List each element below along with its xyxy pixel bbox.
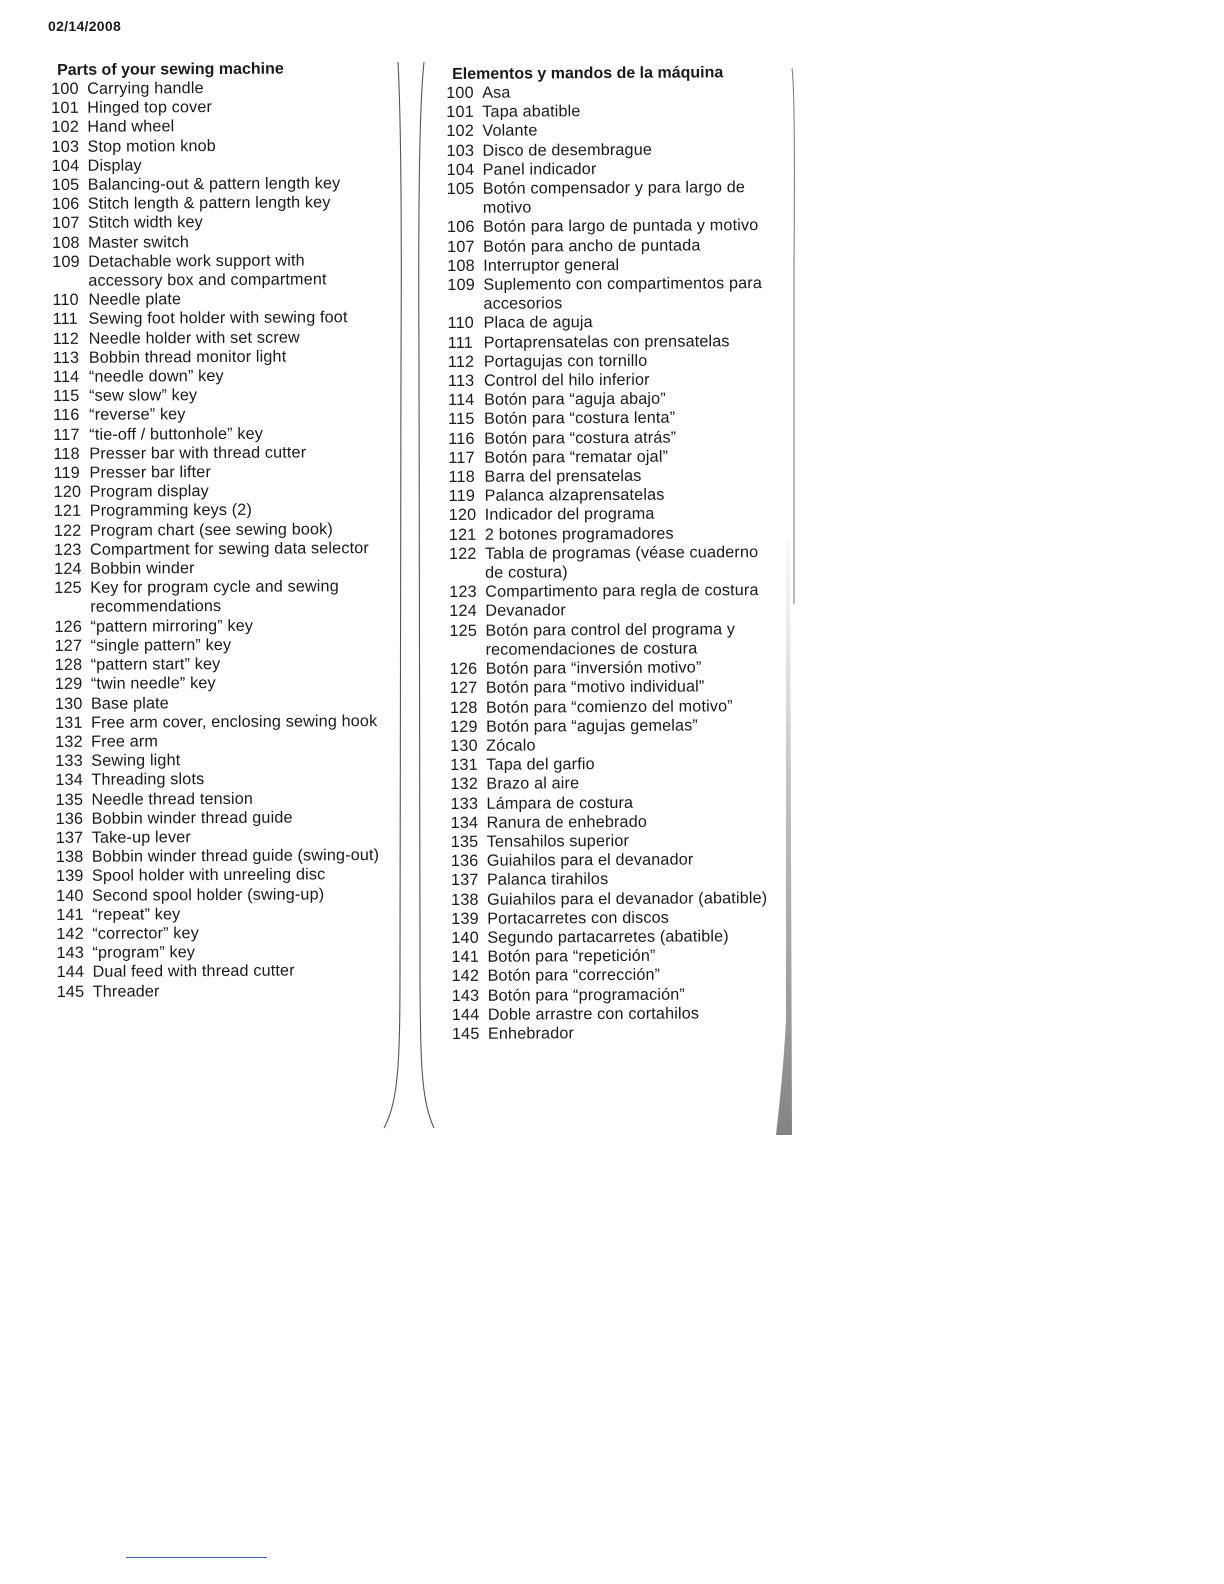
part-description: Botón para ancho de puntada <box>483 236 701 256</box>
spanish-part-item <box>450 735 770 756</box>
page-date: 02/14/2008 <box>48 18 122 34</box>
english-part-item <box>54 500 384 521</box>
english-part-item <box>57 961 387 982</box>
spanish-part-item <box>449 505 769 526</box>
footer-link-underline <box>126 1557 267 1558</box>
part-number: 136 <box>450 851 479 871</box>
part-description: Devanador <box>485 601 566 621</box>
part-number: 124 <box>449 602 477 621</box>
spanish-part-item <box>450 793 770 814</box>
part-description: Palanca alzaprensatelas <box>484 485 665 506</box>
part-description: Threading slots <box>91 770 205 790</box>
part-description: Carrying handle <box>87 79 204 98</box>
part-description: Indicador del programa <box>484 505 655 525</box>
part-number: 107 <box>51 214 80 233</box>
part-description: Botón para control del programa y recomendaciones de costura <box>485 619 736 659</box>
english-part-item <box>57 981 387 1002</box>
part-description: Tapa del garfio <box>486 755 595 774</box>
part-number: 131 <box>54 713 83 732</box>
english-part-item <box>56 904 386 925</box>
part-number: 108 <box>52 233 80 252</box>
part-number: 116 <box>448 429 475 448</box>
part-description: “tie-off / buttonhole” key <box>89 424 263 444</box>
part-description: “program” key <box>92 943 196 962</box>
spanish-part-item <box>449 485 769 506</box>
part-number: 134 <box>450 813 479 832</box>
part-number: 111 <box>447 333 473 352</box>
part-description: Programming keys (2) <box>89 501 253 521</box>
part-description: Compartment for sewing data selector <box>89 538 369 559</box>
part-number: 110 <box>447 314 475 333</box>
part-description: “repeat” key <box>92 904 181 924</box>
part-number: 114 <box>447 391 475 410</box>
spanish-part-item <box>449 581 769 602</box>
spanish-part-item <box>451 831 771 852</box>
spanish-part-item <box>447 178 767 218</box>
spanish-part-item <box>451 850 771 871</box>
spanish-part-item <box>451 889 771 910</box>
part-description: Hinged top cover <box>87 98 213 117</box>
part-description: “corrector” key <box>92 924 199 943</box>
spanish-part-item <box>452 985 772 1006</box>
english-part-item <box>55 788 385 809</box>
english-part-item <box>55 750 385 771</box>
part-number: 102 <box>446 122 475 141</box>
part-description: Free arm <box>91 732 159 751</box>
part-description: Take-up lever <box>91 828 191 847</box>
part-number: 127 <box>54 636 83 655</box>
spanish-part-item <box>450 754 770 775</box>
spanish-part-item <box>450 697 770 718</box>
part-description: Segundo partacarretes (abatible) <box>487 927 729 947</box>
part-number: 133 <box>450 794 479 813</box>
english-part-item <box>56 942 386 963</box>
english-part-item <box>56 846 386 867</box>
part-number: 141 <box>56 905 84 924</box>
spanish-part-item <box>450 658 770 679</box>
english-part-item <box>54 577 384 617</box>
spanish-part-item <box>447 255 767 276</box>
part-description: Asa <box>482 83 511 102</box>
english-part-item <box>54 481 384 502</box>
part-number: 117 <box>448 448 475 467</box>
part-description: Disco de desembrague <box>482 140 653 160</box>
part-description: Portaprensatelas con prensatelas <box>483 331 730 352</box>
part-number: 109 <box>447 275 476 295</box>
part-number: 109 <box>52 252 80 271</box>
part-number: 138 <box>55 847 84 867</box>
english-part-item <box>56 885 386 906</box>
part-number: 105 <box>51 175 80 195</box>
part-description: Second spool holder (swing-up) <box>92 884 325 905</box>
part-description: Program display <box>89 482 209 502</box>
part-description: Botón para “comienzo del motivo” <box>485 696 733 717</box>
part-number: 142 <box>56 924 84 943</box>
part-number: 135 <box>55 790 84 809</box>
spanish-part-item <box>452 1023 772 1044</box>
scan-edge-artifact <box>772 540 794 1135</box>
right-edge-rule <box>782 66 812 606</box>
part-number: 128 <box>54 655 83 675</box>
part-number: 108 <box>447 256 475 275</box>
spanish-part-item <box>450 716 770 737</box>
part-description: “sew slow” key <box>88 386 198 406</box>
part-number: 134 <box>55 771 84 790</box>
part-number: 143 <box>56 943 85 963</box>
spanish-part-item <box>447 274 767 314</box>
part-number: 133 <box>55 751 83 771</box>
part-description: Botón para “costura atrás” <box>484 428 677 448</box>
part-description: Suplemento con compartimentos para accesorios <box>483 274 763 314</box>
spanish-part-item <box>446 120 766 141</box>
part-number: 139 <box>451 909 479 928</box>
left-brace-divider <box>380 60 410 1140</box>
part-number: 117 <box>53 425 80 444</box>
part-description: “needle down” key <box>88 366 224 386</box>
part-description: Presser bar with thread cutter <box>89 443 307 463</box>
english-part-item <box>56 827 386 848</box>
part-number: 102 <box>51 118 80 137</box>
english-part-item <box>55 692 385 713</box>
spanish-part-item <box>447 159 767 180</box>
part-description: Placa de aguja <box>483 313 593 333</box>
part-number: 129 <box>54 675 83 694</box>
spanish-part-item <box>449 601 769 622</box>
english-part-item <box>51 116 381 137</box>
part-number: 118 <box>53 444 80 463</box>
part-number: 107 <box>447 237 475 256</box>
spanish-part-item <box>448 351 768 372</box>
part-number: 112 <box>447 352 475 371</box>
part-description: Sewing light <box>91 751 181 770</box>
part-number: 115 <box>448 410 475 429</box>
english-part-item <box>51 97 381 118</box>
part-description: Sewing foot holder with sewing foot <box>88 308 348 329</box>
part-number: 100 <box>446 83 474 102</box>
part-description: Botón para “repetición” <box>487 946 656 966</box>
part-number: 144 <box>451 1005 480 1024</box>
part-number: 123 <box>53 540 82 559</box>
part-number: 113 <box>447 371 475 391</box>
part-description: Stitch width key <box>87 213 203 233</box>
part-number: 145 <box>451 1024 480 1043</box>
part-description: Bobbin winder <box>90 559 195 578</box>
part-number: 104 <box>446 160 475 179</box>
part-description: Threader <box>92 981 160 1001</box>
part-description: Bobbin winder thread guide (swing-out) <box>91 846 380 866</box>
english-part-item <box>52 251 382 291</box>
part-number: 100 <box>51 79 79 98</box>
part-description: Doble arrastre con cortahilos <box>487 1004 700 1024</box>
part-description: Botón para “aguja abajo” <box>483 389 666 410</box>
spanish-part-item <box>446 140 766 161</box>
english-part-item <box>55 635 385 656</box>
spanish-title: Elementos y mandos de la máquina <box>451 64 724 83</box>
part-description: Stitch length & pattern length key <box>87 193 331 213</box>
english-parts-column <box>51 60 387 1002</box>
spanish-part-item <box>451 927 771 948</box>
part-number: 118 <box>448 467 475 487</box>
english-part-item <box>53 347 383 368</box>
part-description: Guiahilos para el devanador <box>486 850 694 870</box>
part-description: Tapa abatible <box>482 102 581 121</box>
part-number: 143 <box>451 986 480 1005</box>
part-number: 116 <box>53 406 80 425</box>
part-number: 120 <box>448 506 477 525</box>
part-description: “pattern start” key <box>90 655 221 674</box>
part-number: 121 <box>53 502 82 521</box>
spanish-part-item <box>446 82 766 103</box>
part-description: Stop motion knob <box>87 136 216 156</box>
part-description: Zócalo <box>486 736 536 755</box>
spanish-part-item <box>448 389 768 410</box>
english-part-item <box>53 308 383 329</box>
part-description: Portacarretes con discos <box>487 908 670 928</box>
english-part-item <box>51 78 381 99</box>
spanish-part-item <box>448 447 768 468</box>
english-part-item <box>52 289 382 310</box>
english-part-item <box>56 808 386 829</box>
english-part-item <box>53 443 383 464</box>
part-number: 112 <box>52 329 80 348</box>
part-description: Botón para “costura lenta” <box>484 409 676 429</box>
part-description: Lámpara de costura <box>486 793 634 813</box>
part-description: Volante <box>482 121 538 141</box>
part-number: 136 <box>55 809 84 828</box>
part-number: 105 <box>446 179 475 199</box>
english-part-item <box>53 366 383 387</box>
english-part-item <box>55 769 385 790</box>
part-description: Dual feed with thread cutter <box>92 961 295 982</box>
part-description: Botón para “programación” <box>487 985 685 1005</box>
part-number: 106 <box>51 195 80 214</box>
english-part-item <box>53 385 383 406</box>
english-part-item <box>52 155 382 176</box>
english-part-item <box>51 136 381 157</box>
part-description: “pattern mirroring” key <box>90 616 254 636</box>
part-description: Needle thread tension <box>91 789 254 809</box>
part-description: Compartimento para regla de costura <box>485 581 759 602</box>
spanish-part-item <box>451 946 771 967</box>
part-description: Spool holder with unreeling disc <box>91 865 326 886</box>
part-number: 113 <box>52 348 80 367</box>
spanish-part-item <box>448 428 768 449</box>
part-description: Bobbin winder thread guide <box>91 808 293 828</box>
part-number: 128 <box>449 698 478 717</box>
part-number: 137 <box>55 828 84 847</box>
part-number: 125 <box>54 579 82 598</box>
part-description: Botón para largo de puntada y motivo <box>482 216 759 237</box>
part-description: Barra del prensatelas <box>484 466 642 486</box>
part-number: 111 <box>52 310 78 329</box>
part-description: Needle holder with set screw <box>88 328 300 348</box>
spanish-part-item <box>449 543 769 583</box>
english-part-item <box>52 174 382 195</box>
spanish-part-item <box>452 1004 772 1025</box>
english-part-item <box>54 520 384 541</box>
part-description: “reverse” key <box>89 405 186 425</box>
spanish-part-item <box>448 312 768 333</box>
spanish-parts-list <box>446 82 772 1044</box>
part-number: 126 <box>449 659 478 679</box>
spanish-part-item <box>449 524 769 545</box>
part-description: Key for program cycle and sewing recommendations <box>90 577 339 617</box>
part-description: Brazo al aire <box>486 774 580 794</box>
english-part-item <box>53 424 383 445</box>
part-description: Botón para “rematar ojal” <box>484 447 669 467</box>
part-description: “single pattern” key <box>90 635 232 655</box>
english-part-item <box>54 616 384 637</box>
spanish-part-item <box>448 332 768 353</box>
part-description: Needle plate <box>88 290 182 310</box>
english-title: Parts of your sewing machine <box>56 60 284 79</box>
spanish-part-item <box>450 773 770 794</box>
english-part-item <box>53 328 383 349</box>
part-description: Balancing-out & pattern length key <box>87 174 341 194</box>
part-number: 131 <box>450 755 478 775</box>
spanish-part-item <box>448 466 768 487</box>
spanish-parts-column <box>446 64 772 1044</box>
spanish-part-item <box>452 965 772 986</box>
part-description: Display <box>87 156 142 175</box>
part-description: Tensahilos superior <box>486 831 630 851</box>
part-number: 119 <box>53 463 80 483</box>
part-number: 130 <box>54 694 83 713</box>
right-brace-divider <box>410 60 440 1140</box>
english-part-item <box>52 212 382 233</box>
spanish-part-item <box>450 677 770 698</box>
english-part-item <box>52 232 382 253</box>
part-number: 129 <box>449 717 478 736</box>
part-description: Presser bar lifter <box>89 463 212 482</box>
part-number: 101 <box>446 103 474 122</box>
part-number: 104 <box>51 156 80 175</box>
english-part-item <box>53 404 383 425</box>
part-number: 140 <box>451 928 479 947</box>
english-part-item <box>55 673 385 694</box>
part-number: 142 <box>451 967 480 986</box>
part-number: 120 <box>53 483 82 502</box>
part-number: 125 <box>449 621 478 640</box>
part-number: 141 <box>451 947 480 967</box>
english-parts-list <box>51 78 387 1002</box>
part-number: 140 <box>56 886 84 905</box>
part-description: Botón para “agujas gemelas” <box>485 716 699 736</box>
part-description: Hand wheel <box>87 117 175 137</box>
part-number: 144 <box>56 963 85 982</box>
part-description: Botón para “corrección” <box>487 966 661 986</box>
part-description: Interruptor general <box>483 255 620 275</box>
part-description: Enhebrador <box>487 1024 575 1043</box>
part-description: Tabla de programas (véase cuaderno de costura) <box>484 542 759 582</box>
part-description: 2 botones programadores <box>484 524 674 544</box>
part-number: 119 <box>448 487 476 506</box>
part-number: 110 <box>52 291 79 310</box>
part-description: Master switch <box>88 232 190 252</box>
english-part-item <box>52 193 382 214</box>
part-number: 126 <box>54 617 83 636</box>
part-number: 114 <box>52 367 80 387</box>
spanish-part-item <box>447 236 767 257</box>
spanish-part-item <box>447 216 767 237</box>
part-number: 122 <box>448 544 477 563</box>
english-part-item <box>55 731 385 752</box>
part-description: Detachable work support with accessory box and compartment <box>88 251 327 290</box>
part-number: 137 <box>450 871 479 890</box>
part-number: 115 <box>52 387 80 406</box>
part-description: Botón compensador y para largo de motivo <box>482 178 746 217</box>
part-number: 124 <box>54 559 82 579</box>
english-part-item <box>55 654 385 675</box>
english-part-item <box>53 462 383 483</box>
part-description: Panel indicador <box>482 159 597 179</box>
part-description: Botón para “motivo individual” <box>485 677 705 698</box>
part-number: 103 <box>51 137 80 156</box>
part-description: Portagujas con tornillo <box>483 351 648 371</box>
spanish-part-item <box>451 908 771 929</box>
part-number: 127 <box>449 679 478 698</box>
english-part-item <box>55 712 385 733</box>
part-description: Free arm cover, enclosing sewing hook <box>90 711 378 732</box>
english-part-item <box>54 539 384 560</box>
part-number: 132 <box>450 775 479 794</box>
part-number: 130 <box>450 736 478 755</box>
part-number: 106 <box>446 218 475 237</box>
english-part-item <box>56 865 386 886</box>
part-description: Control del hilo inferior <box>483 370 650 390</box>
part-description: Base plate <box>90 693 169 713</box>
part-number: 123 <box>449 583 477 602</box>
part-description: “twin needle” key <box>90 674 216 694</box>
spanish-part-item <box>446 101 766 122</box>
part-number: 138 <box>451 890 479 909</box>
spanish-part-item <box>451 812 771 833</box>
english-part-item <box>56 923 386 944</box>
part-description: Botón para “inversión motivo” <box>485 658 702 678</box>
part-number: 132 <box>55 732 83 751</box>
spanish-part-item <box>448 408 768 429</box>
english-part-item <box>54 558 384 579</box>
spanish-part-item <box>448 370 768 391</box>
part-description: Ranura de enhebrado <box>486 812 648 832</box>
part-number: 122 <box>53 521 82 540</box>
part-number: 139 <box>55 867 84 886</box>
part-description: Palanca tirahilos <box>486 870 609 890</box>
spanish-part-item <box>449 620 769 660</box>
part-number: 145 <box>56 982 85 1001</box>
part-number: 121 <box>448 525 477 544</box>
part-number: 101 <box>51 99 79 118</box>
part-description: Bobbin thread monitor light <box>88 347 287 367</box>
part-number: 103 <box>446 141 475 160</box>
part-description: Guiahilos para el devanador (abatible) <box>487 888 768 909</box>
part-number: 135 <box>450 832 479 851</box>
part-description: Program chart (see sewing book) <box>89 519 333 540</box>
spanish-part-item <box>451 869 771 890</box>
